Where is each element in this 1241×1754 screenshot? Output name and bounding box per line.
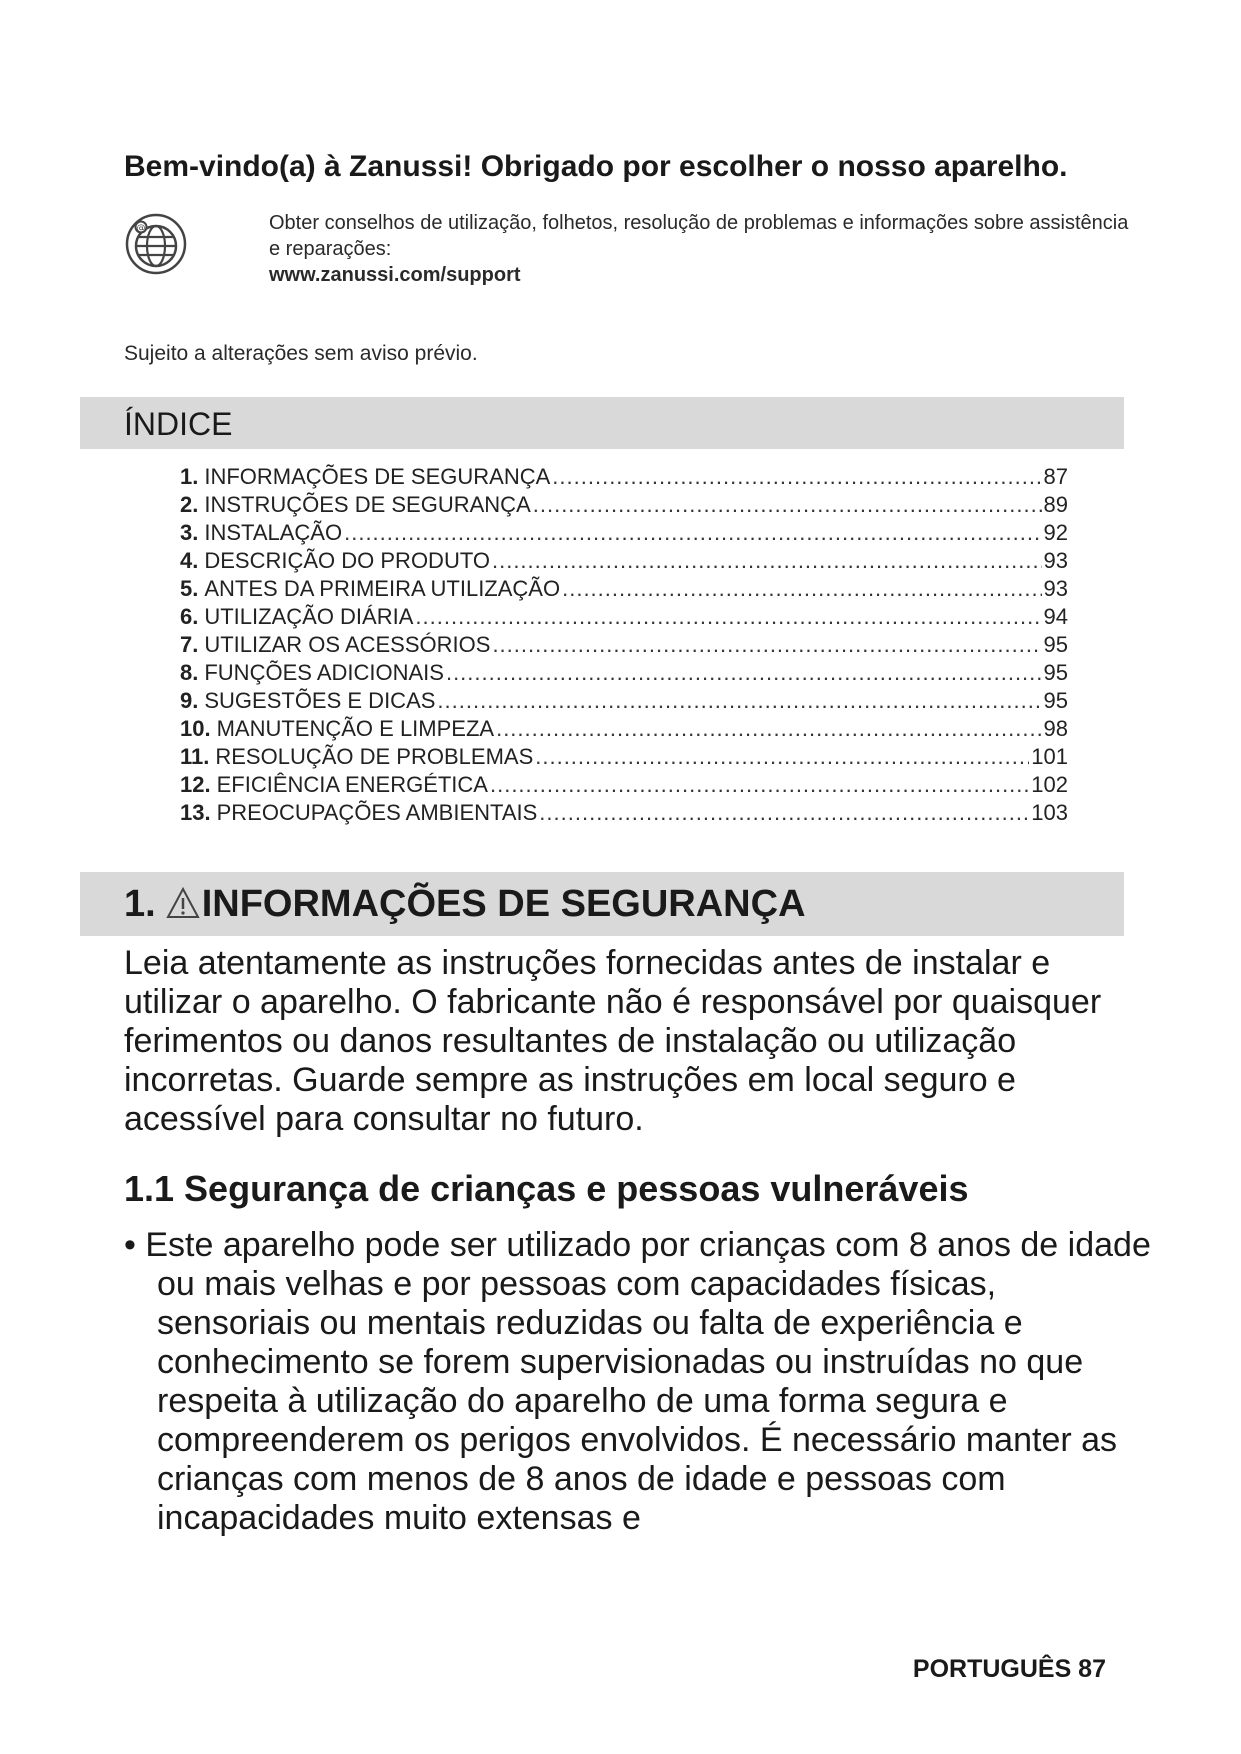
section-1-intro: Leia atentamente as instruções fornecidas antes de instalar e utilizar o aparelho. O fabricante não é responsável por quaisquer ferimentos ou danos resultantes de instalação ou utilização incorretas. Guarde sempre as instruções em local seguro e acessível para consultar no futuro. (124, 944, 1102, 1138)
toc-leader (535, 743, 1029, 771)
section-number: 1. (124, 883, 156, 925)
toc-num: 9. (180, 688, 199, 713)
toc-title: UTILIZAÇÃO DIÁRIA (204, 604, 414, 629)
toc-item-3[interactable] (180, 519, 1068, 547)
toc-item-10[interactable] (180, 715, 1068, 743)
toc-title: PREOCUPAÇÕES AMBIENTAIS (216, 800, 538, 825)
toc-num: 11. (180, 744, 210, 769)
toc-leader (492, 631, 1041, 659)
table-of-contents (180, 463, 1068, 827)
warning-triangle-icon (166, 886, 200, 920)
toc-leader (344, 519, 1041, 547)
index-header (80, 397, 1124, 449)
support-text: Obter conselhos de utilização, folhetos, resolução de problemas e informações sobre assistência e reparações: (269, 212, 1129, 260)
toc-page: 95 (1043, 688, 1068, 713)
toc-page: 87 (1043, 464, 1068, 489)
toc-page: 102 (1031, 772, 1068, 797)
toc-num: 13. (180, 800, 211, 825)
index-title: ÍNDICE (124, 406, 233, 442)
toc-page: 93 (1043, 548, 1068, 573)
toc-title: MANUTENÇÃO E LIMPEZA (216, 716, 495, 741)
toc-leader (490, 771, 1029, 799)
toc-item-13[interactable] (180, 799, 1068, 827)
toc-title: UTILIZAR OS ACESSÓRIOS (204, 632, 491, 657)
toc-leader (533, 491, 1042, 519)
page-footer: PORTUGUÊS 87 (912, 1655, 1106, 1683)
toc-leader (496, 715, 1041, 743)
toc-page: 95 (1043, 660, 1068, 685)
toc-num: 10. (180, 716, 211, 741)
toc-title: INFORMAÇÕES DE SEGURANÇA (204, 464, 551, 489)
welcome-title: Bem-vindo(a) à Zanussi! Obrigado por escolher o nosso aparelho. (124, 150, 1068, 183)
toc-item-7[interactable] (180, 631, 1068, 659)
toc-leader (492, 547, 1042, 575)
toc-num: 8. (180, 660, 199, 685)
toc-title: INSTRUÇÕES DE SEGURANÇA (204, 492, 531, 517)
change-notice: Sujeito a alterações sem aviso prévio. (124, 342, 478, 365)
toc-page: 103 (1031, 800, 1068, 825)
toc-num: 3. (180, 520, 199, 545)
toc-num: 6. (180, 604, 199, 629)
toc-item-6[interactable] (180, 603, 1068, 631)
globe-web-icon (124, 212, 188, 276)
toc-item-4[interactable] (180, 547, 1068, 575)
toc-item-2[interactable] (180, 491, 1068, 519)
toc-leader (539, 799, 1029, 827)
toc-num: 12. (180, 772, 211, 797)
toc-title: EFICIÊNCIA ENERGÉTICA (216, 772, 488, 797)
toc-title: FUNÇÕES ADICIONAIS (204, 660, 444, 685)
toc-num: 4. (180, 548, 199, 573)
toc-num: 7. (180, 632, 199, 657)
toc-page: 93 (1043, 576, 1068, 601)
toc-leader (552, 463, 1041, 491)
toc-title: DESCRIÇÃO DO PRODUTO (204, 548, 490, 573)
toc-page: 95 (1043, 632, 1068, 657)
toc-num: 2. (180, 492, 199, 517)
section-1-header (80, 872, 1124, 936)
toc-leader (437, 687, 1041, 715)
section-1-title (124, 882, 806, 926)
toc-title: INSTALAÇÃO (204, 520, 343, 545)
toc-item-5[interactable] (180, 575, 1068, 603)
toc-num: 1. (180, 464, 199, 489)
toc-leader (562, 575, 1041, 603)
toc-title: SUGESTÕES E DICAS (204, 688, 436, 713)
subsection-1-1-title: 1.1 Segurança de crianças e pessoas vulneráveis (124, 1168, 969, 1209)
section-title-text: INFORMAÇÕES DE SEGURANÇA (201, 883, 806, 925)
toc-leader (415, 603, 1041, 631)
toc-page: 94 (1043, 604, 1068, 629)
support-url-link[interactable]: www.zanussi.com/support (269, 264, 521, 286)
toc-page: 98 (1043, 716, 1068, 741)
toc-leader (446, 659, 1042, 687)
toc-item-12[interactable] (180, 771, 1068, 799)
toc-item-1[interactable] (180, 463, 1068, 491)
toc-num: 5. (180, 576, 199, 601)
toc-title: RESOLUÇÃO DE PROBLEMAS (215, 744, 534, 769)
toc-item-11[interactable] (180, 743, 1068, 771)
svg-text:@: @ (136, 223, 146, 234)
toc-item-9[interactable] (180, 687, 1068, 715)
toc-page: 92 (1043, 520, 1068, 545)
support-info (269, 210, 1129, 288)
toc-item-8[interactable] (180, 659, 1068, 687)
toc-page: 101 (1031, 744, 1068, 769)
toc-page: 89 (1043, 492, 1068, 517)
safety-bullet: • Este aparelho pode ser utilizado por crianças com 8 anos de idade ou mais velhas e por pessoas com capacidades físicas, sensoriais ou mentais reduzidas ou falta de experiência e conhecimento se forem supervisionadas ou instruídas no que respeita à utilização do aparelho de uma forma segura e compreenderem os perigos envolvidos. É necessário manter as crianças com menos de 8 anos de idade e pessoas com incapacidades muito extensas e (124, 1226, 1151, 1537)
toc-title: ANTES DA PRIMEIRA UTILIZAÇÃO (204, 576, 561, 601)
